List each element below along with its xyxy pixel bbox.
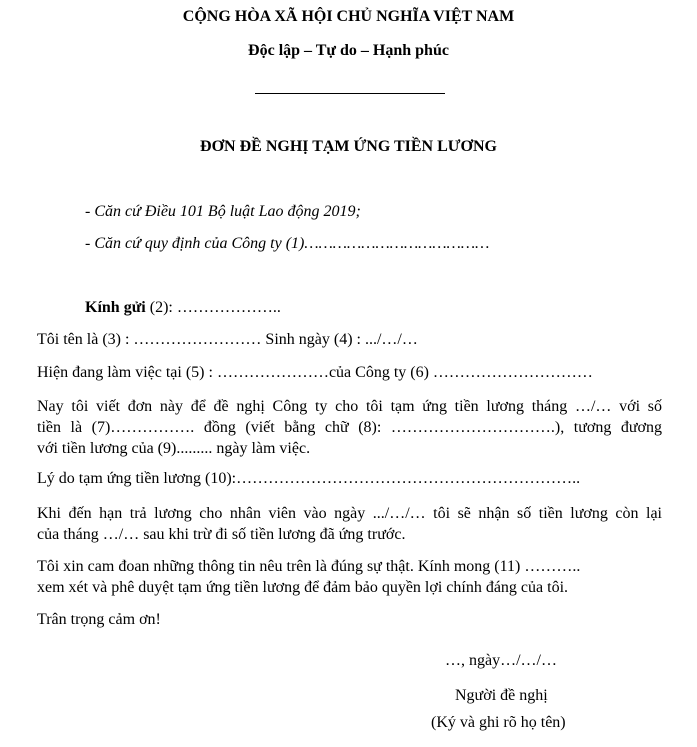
signature-note: (Ký và ghi rõ họ tên) [431,714,566,731]
signature-date: …, ngày…/…/… [445,652,557,669]
reason-line: Lý do tạm ứng tiền lương (10):……………………………………………………….. [37,470,581,487]
recipient-label: Kính gửi [85,299,146,316]
national-motto: Độc lập – Tự do – Hạnh phúc [248,42,449,59]
recipient-line [85,299,281,317]
request-line-2: tiền là (7)……………. đồng (viết bằng chữ (8): ………………………….), tương đương [37,419,662,436]
commitment-line-1: Tôi xin cam đoan những thông tin nêu trên là đúng sự thật. Kính mong (11) ……….. [37,558,581,575]
motto-underline [255,93,445,94]
recipient-value: (2): ……………….. [145,299,281,316]
document-title: ĐƠN ĐỀ NGHỊ TẠM ỨNG TIỀN LƯƠNG [200,138,497,155]
workplace-line: Hiện đang làm việc tại (5) : …………………của Công ty (6) ………………………… [37,364,593,381]
repayment-line-2: của tháng …/… sau khi trừ đi số tiền lương đã ứng trước. [37,526,406,543]
repayment-line-1: Khi đến hạn trả lương cho nhân viên vào ngày .../…/… tôi sẽ nhận số tiền lương còn lại [37,505,662,522]
thanks-line: Trân trọng cảm ơn! [37,611,161,628]
employee-name-line: Tôi tên là (3) : …………………… Sinh ngày (4) : .../…/… [37,331,418,348]
legal-basis-law: - Căn cứ Điều 101 Bộ luật Lao động 2019; [85,203,361,220]
request-paragraph [37,396,662,459]
request-line-1: Nay tôi viết đơn này để đề nghị Công ty cho tôi tạm ứng tiền lương tháng …/… với số [37,398,662,415]
national-title: CỘNG HÒA XÃ HỘI CHỦ NGHĨA VIỆT NAM [182,8,515,25]
signature-role: Người đề nghị [455,687,548,704]
commitment-line-2: xem xét và phê duyệt tạm ứng tiền lương để đảm bảo quyền lợi chính đáng của tôi. [37,579,569,596]
request-line-3: với tiền lương của (9)......... ngày làm việc. [37,440,311,457]
legal-basis-company: - Căn cứ quy định của Công ty (1)………………………………… [85,235,490,252]
commitment-paragraph [37,556,662,598]
repayment-paragraph [37,503,662,545]
